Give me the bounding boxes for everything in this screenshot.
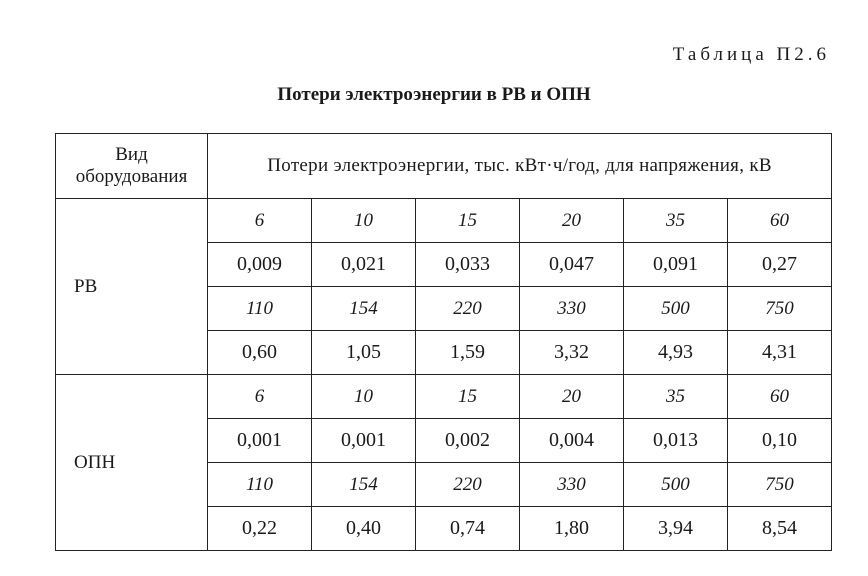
voltage-cell: 750: [728, 287, 832, 331]
loss-value-cell: 1,05: [312, 331, 416, 375]
loss-value-cell: 0,22: [208, 507, 312, 551]
loss-value-cell: 0,001: [208, 419, 312, 463]
voltage-cell: 6: [208, 375, 312, 419]
voltage-cell: 10: [312, 375, 416, 419]
loss-value-cell: 0,74: [416, 507, 520, 551]
voltage-cell: 6: [208, 199, 312, 243]
equipment-name-rv: РВ: [56, 199, 208, 375]
loss-value-cell: 0,10: [728, 419, 832, 463]
voltage-cell: 750: [728, 463, 832, 507]
voltage-cell: 330: [520, 463, 624, 507]
loss-value-cell: 4,93: [624, 331, 728, 375]
table-title: Потери электроэнергии в РВ и ОПН: [277, 84, 591, 105]
loss-value-cell: 3,32: [520, 331, 624, 375]
voltage-cell: 20: [520, 375, 624, 419]
loss-value-cell: 0,047: [520, 243, 624, 287]
voltage-cell: 110: [208, 287, 312, 331]
losses-header: Потери электроэнергии, тыс. кВт·ч/год, для напряжения, кВ: [208, 134, 832, 199]
loss-value-cell: 0,021: [312, 243, 416, 287]
losses-table: [55, 133, 832, 551]
table-row: [56, 375, 832, 419]
loss-value-cell: 8,54: [728, 507, 832, 551]
loss-value-cell: 3,94: [624, 507, 728, 551]
voltage-cell: 20: [520, 199, 624, 243]
loss-value-cell: 0,004: [520, 419, 624, 463]
equipment-header-line-2: оборудования: [75, 166, 188, 187]
voltage-cell: 220: [416, 463, 520, 507]
voltage-cell: 330: [520, 287, 624, 331]
loss-value-cell: 1,80: [520, 507, 624, 551]
voltage-cell: 15: [416, 375, 520, 419]
loss-value-cell: 0,033: [416, 243, 520, 287]
voltage-cell: 35: [624, 375, 728, 419]
table-header-row: [56, 134, 832, 199]
loss-value-cell: 0,002: [416, 419, 520, 463]
loss-value-cell: 1,59: [416, 331, 520, 375]
table-row: [56, 199, 832, 243]
loss-value-cell: 0,27: [728, 243, 832, 287]
loss-value-cell: 0,001: [312, 419, 416, 463]
equipment-type-header: [56, 134, 208, 199]
voltage-cell: 35: [624, 199, 728, 243]
loss-value-cell: 0,40: [312, 507, 416, 551]
voltage-cell: 60: [728, 375, 832, 419]
equipment-header-line-1: Вид: [115, 144, 148, 165]
voltage-cell: 10: [312, 199, 416, 243]
table-number-label: Таблица П2.6: [672, 44, 830, 65]
voltage-cell: 154: [312, 463, 416, 507]
loss-value-cell: 0,013: [624, 419, 728, 463]
loss-value-cell: 0,009: [208, 243, 312, 287]
voltage-cell: 154: [312, 287, 416, 331]
loss-value-cell: 0,091: [624, 243, 728, 287]
loss-value-cell: 4,31: [728, 331, 832, 375]
loss-value-cell: 0,60: [208, 331, 312, 375]
voltage-cell: 500: [624, 287, 728, 331]
voltage-cell: 220: [416, 287, 520, 331]
equipment-name-opn: ОПН: [56, 375, 208, 551]
voltage-cell: 60: [728, 199, 832, 243]
voltage-cell: 500: [624, 463, 728, 507]
voltage-cell: 110: [208, 463, 312, 507]
voltage-cell: 15: [416, 199, 520, 243]
